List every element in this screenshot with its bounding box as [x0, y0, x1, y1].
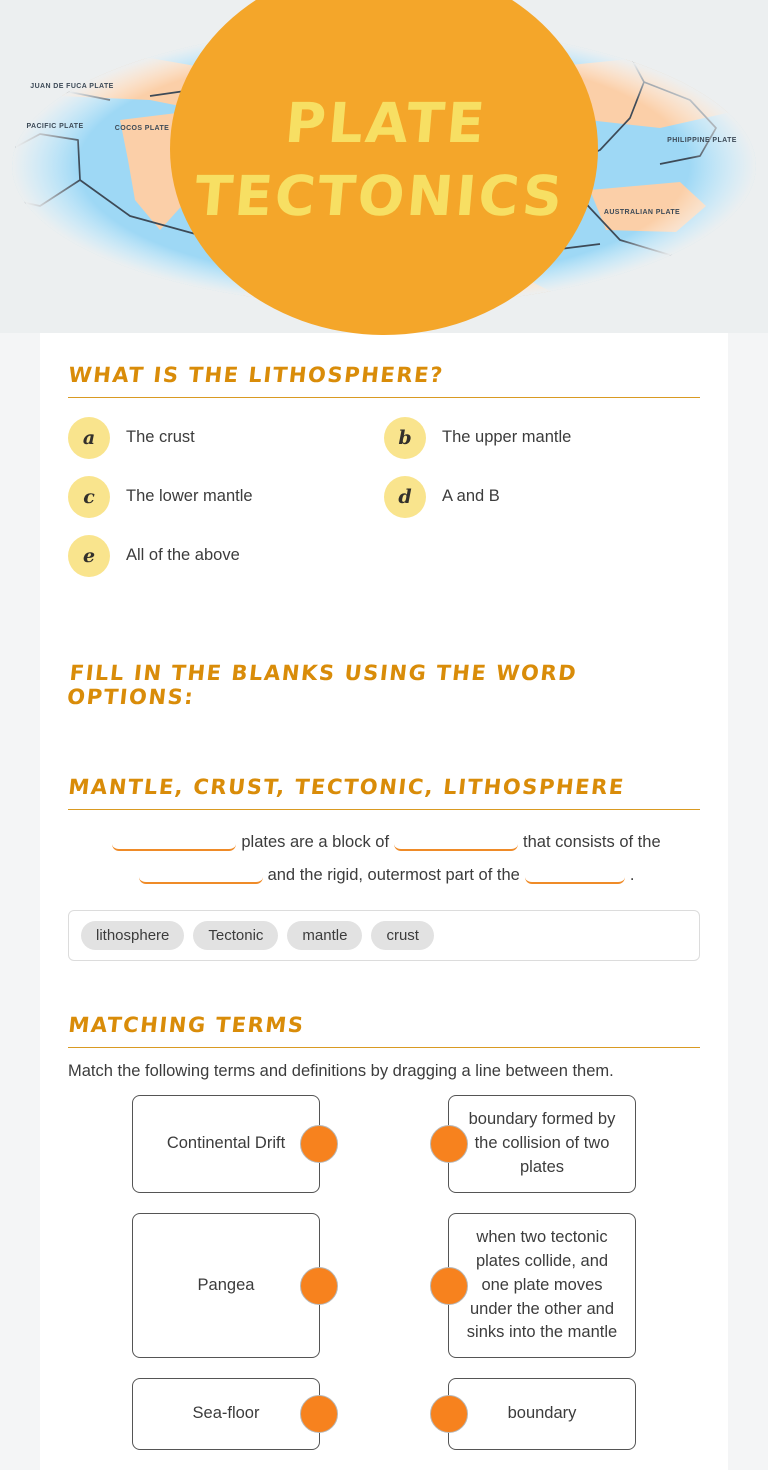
connector-dot-icon[interactable]: [430, 1125, 468, 1163]
header-banner: [0, 0, 768, 333]
mc-bullet-a: a: [68, 417, 110, 459]
sentence-part-4: .: [629, 866, 635, 884]
mc-bullet-e: e: [68, 535, 110, 577]
mc-bullet-d: d: [384, 476, 426, 518]
match-term-card[interactable]: [132, 1095, 320, 1193]
word-bank: [68, 910, 700, 961]
match-row: [68, 1095, 700, 1193]
multiple-choice-options: [68, 412, 700, 581]
mc-label-a: The crust: [126, 428, 195, 446]
match-term-column: [68, 1095, 384, 1193]
page-title: PLATE TECTONICS: [192, 91, 568, 228]
sentence-part-3: and the rigid, outermost part of the: [267, 866, 520, 884]
mc-label-e: All of the above: [126, 546, 240, 564]
word-chip-lithosphere[interactable]: lithosphere: [81, 921, 184, 950]
match-term-card[interactable]: [132, 1213, 320, 1359]
blank-2[interactable]: [394, 829, 518, 851]
match-definition-card[interactable]: [448, 1213, 636, 1359]
map-label-australian: AUSTRALIAN PLATE: [603, 209, 681, 216]
sentence-part-1: plates are a block of: [241, 833, 390, 851]
connector-dot-icon[interactable]: [300, 1267, 338, 1305]
word-chip-mantle[interactable]: mantle: [287, 921, 362, 950]
connector-dot-icon[interactable]: [300, 1395, 338, 1433]
word-chip-crust[interactable]: crust: [371, 921, 434, 950]
multiple-choice-section: [68, 363, 700, 581]
connector-dot-icon[interactable]: [430, 1267, 468, 1305]
multiple-choice-question: WHAT IS THE LITHOSPHERE?: [67, 363, 446, 387]
word-chip-tectonic[interactable]: Tectonic: [193, 921, 278, 950]
match-row: [68, 1378, 700, 1450]
match-definition-label: boundary formed by the collision of two plates: [468, 1110, 616, 1176]
mc-option-a[interactable]: [68, 412, 384, 463]
mc-label-b: The upper mantle: [442, 428, 572, 446]
match-definition-card[interactable]: [448, 1095, 636, 1193]
mc-label-c: The lower mantle: [126, 487, 253, 505]
map-label-cocos: COCOS PLATE: [114, 125, 170, 132]
match-term-column: [68, 1213, 384, 1359]
blank-4[interactable]: [525, 862, 625, 884]
section-divider: [68, 397, 700, 398]
mc-option-b[interactable]: [384, 412, 700, 463]
match-term-label: Pangea: [197, 1275, 255, 1294]
mc-option-c[interactable]: [68, 471, 384, 522]
blank-3[interactable]: [139, 862, 263, 884]
match-definition-card[interactable]: [448, 1378, 636, 1450]
sentence-part-2: that consists of the: [523, 833, 661, 851]
fill-in-blanks-section: [68, 661, 700, 961]
mc-option-d[interactable]: [384, 471, 700, 522]
match-definition-label: boundary: [507, 1404, 577, 1423]
match-term-label: Continental Drift: [166, 1133, 286, 1152]
fill-in-blanks-words-title: MANTLE, CRUST, TECTONIC, LITHOSPHERE: [67, 775, 627, 799]
matching-terms-title: MATCHING TERMS: [67, 1013, 306, 1037]
match-definition-column: [384, 1095, 700, 1193]
match-definition-label: when two tectonic plates collide, and one plate moves under the other and sinks into the mantle: [466, 1227, 618, 1342]
mc-bullet-c: c: [68, 476, 110, 518]
matching-rows: [68, 1095, 700, 1450]
match-definition-column: [384, 1213, 700, 1359]
fill-in-blanks-divider: [68, 809, 700, 810]
map-label-pacific: PACIFIC PLATE: [26, 123, 84, 130]
match-definition-column: [384, 1378, 700, 1450]
map-label-philippine: PHILIPPINE PLATE: [667, 137, 737, 144]
mc-label-d: A and B: [442, 487, 500, 505]
map-label-juan-de-fuca: JUAN DE FUCA PLATE: [30, 83, 114, 90]
match-term-card[interactable]: [132, 1378, 320, 1450]
connector-dot-icon[interactable]: [300, 1125, 338, 1163]
matching-terms-section: [68, 1013, 700, 1450]
match-term-label: Sea-floor: [192, 1404, 260, 1423]
fill-in-blanks-sentence: [68, 826, 700, 892]
worksheet-content: [40, 333, 728, 1470]
match-row: [68, 1213, 700, 1359]
matching-instructions: Match the following terms and definitions by dragging a line between them.: [68, 1062, 614, 1080]
connector-dot-icon[interactable]: [430, 1395, 468, 1433]
mc-option-e[interactable]: [68, 530, 384, 581]
matching-divider: [68, 1047, 700, 1048]
mc-bullet-b: b: [384, 417, 426, 459]
blank-1[interactable]: [112, 829, 236, 851]
match-term-column: [68, 1378, 384, 1450]
fill-in-blanks-instruction: FILL IN THE BLANKS USING THE WORD OPTIONS:: [66, 661, 579, 709]
